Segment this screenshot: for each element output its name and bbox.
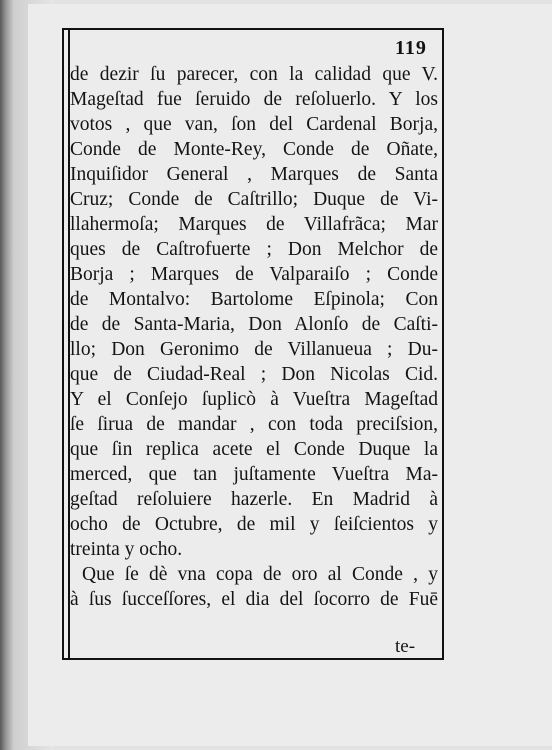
text-line: ques de Caſtrofuerte ; Don Melchor de — [70, 239, 438, 260]
text-line: de dezir ſu parecer, con la calidad que V. — [70, 64, 438, 85]
text-line: votos , que van, ſon del Cardenal Borja, — [70, 114, 438, 135]
text-line: llo; Don Geronimo de Villanueua ; Du- — [70, 339, 438, 360]
text-line: Cruz; Conde de Caſtrillo; Duque de Vi- — [70, 189, 438, 210]
text-line: que ſin replica acete el Conde Duque la — [70, 439, 438, 460]
text-line: que de Ciudad-Real ; Don Nicolas Cid. — [70, 364, 438, 385]
page-number: 119 — [395, 37, 427, 59]
text-line: de Montalvo: Bartolome Eſpinola; Con — [70, 289, 438, 310]
text-line: Inquiſidor General , Marques de Santa — [70, 164, 438, 185]
text-line: ſe ſirua de mandar , con toda preciſsion, — [70, 414, 438, 435]
body-text — [70, 62, 438, 612]
text-line: Y el Conſejo ſuplicò à Vueſtra Mageſtad — [70, 389, 438, 410]
binding-shadow — [0, 0, 14, 750]
text-line: Mageſtad fue ſeruido de reſoluerlo. Y los — [70, 89, 438, 110]
text-line: geſtad reſoluiere hazerle. En Madrid à — [70, 489, 438, 510]
catchword: te- — [395, 636, 416, 657]
text-line: llahermoſa; Marques de Villafrãca; Mar — [70, 214, 438, 235]
text-line: de de Santa-Maria, Don Alonſo de Caſti- — [70, 314, 438, 335]
text-line: à ſus ſucceſſores, el dia del ſocorro de Fuē — [70, 589, 438, 610]
text-line: Conde de Monte-Rey, Conde de Oñate, — [70, 139, 438, 160]
text-line: Que ſe dè vna copa de oro al Conde , y — [82, 564, 438, 585]
text-line: ocho de Octubre, de mil y ſeiſcientos y — [70, 514, 438, 535]
text-line: Borja ; Marques de Valparaiſo ; Conde — [70, 264, 438, 285]
text-line: treinta y ocho. — [70, 539, 183, 560]
text-line: merced, que tan juſtamente Vueſtra Ma- — [70, 464, 438, 485]
